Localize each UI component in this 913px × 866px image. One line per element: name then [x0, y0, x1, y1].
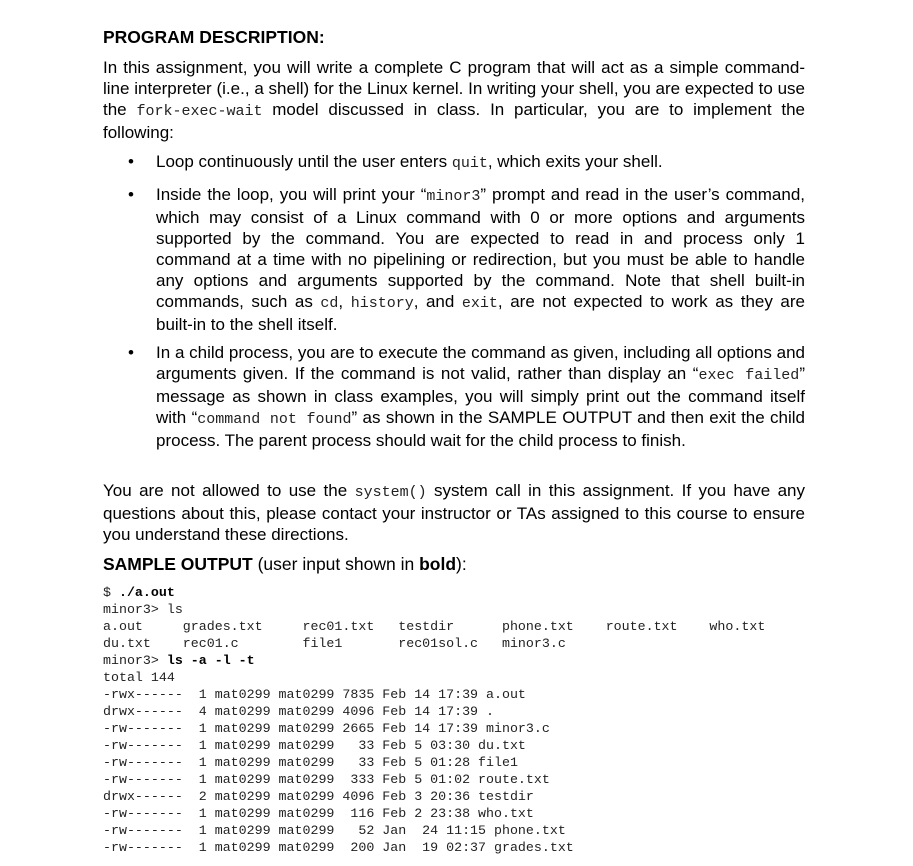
bullet-3-text-3: ” as shown in the SAMPLE OUTPUT and then exit the child process. The parent process should wait for the child process to finish. — [156, 408, 806, 450]
terminal-line: -rw------- 1 mat0299 mat0299 52 Jan 24 11:15 phone.txt — [103, 823, 566, 838]
terminal-line: -rw------- 1 mat0299 mat0299 333 Feb 5 01:02 route.txt — [103, 772, 550, 787]
bullet-dot-icon: • — [128, 152, 134, 171]
bullet-3-code-2: command not found — [197, 411, 352, 428]
intro-text-1: In this assignment, you will write a complete C program that will act as a simple command-line interpreter (i.e., a shell) for the Linux kernel. In writing your shell, you are expected to use the — [103, 58, 805, 119]
bullet-item-1 — [128, 151, 805, 174]
terminal-output — [103, 584, 765, 856]
closing-code-1: system() — [354, 484, 427, 501]
intro-text-2: model discussed in class. In particular, you are to implement the following: — [103, 100, 805, 142]
bullet-3-code-1: exec failed — [698, 367, 800, 384]
bullet-1-text-1: Loop continuously until the user enters — [156, 152, 452, 171]
terminal-user-input: ls — [166, 602, 183, 617]
terminal-prompt: $ — [103, 585, 119, 600]
bullet-2-code-3: history — [350, 295, 414, 312]
terminal-line: -rw------- 1 mat0299 mat0299 33 Feb 5 03:30 du.txt — [103, 738, 526, 753]
sample-title-mid: (user input shown in — [252, 554, 420, 574]
sample-title-bold-2: bold — [419, 554, 457, 574]
bullet-1-code-1: quit — [451, 155, 488, 172]
terminal-prompt: minor3> — [103, 602, 167, 617]
terminal-line: -rw------- 1 mat0299 mat0299 116 Feb 2 23:38 who.txt — [103, 806, 534, 821]
terminal-line: drwx------ 2 mat0299 mat0299 4096 Feb 3 20:36 testdir — [103, 789, 534, 804]
sample-title-bold: SAMPLE OUTPUT — [103, 554, 253, 574]
terminal-line: -rwx------ 1 mat0299 mat0299 7835 Feb 14 17:39 a.out — [103, 687, 526, 702]
bullet-2-code-4: exit — [461, 295, 498, 312]
bullet-2-text-4: , and — [413, 292, 462, 311]
bullet-item-3 — [128, 342, 805, 451]
bullet-3-text-1: In a child process, you are to execute the command as given, including all options and arguments given. If the command is not valid, rather than display an “ — [156, 343, 805, 383]
closing-text-1: You are not allowed to use the — [103, 481, 355, 500]
closing-text-2: system call in this assignment. If you have any questions about this, please contact your instructor or TAs assigned to this course to ensure you understand these directions. — [103, 481, 805, 544]
terminal-line: du.txt rec01.c file1 rec01sol.c minor3.c — [103, 636, 566, 651]
terminal-line: -rw------- 1 mat0299 mat0299 33 Feb 5 01:28 file1 — [103, 755, 518, 770]
terminal-prompt: minor3> — [103, 653, 167, 668]
intro-paragraph — [103, 57, 805, 143]
bullet-2-code-1: minor3 — [426, 188, 481, 205]
bullet-2-text-5: , are not expected to work as they are built-in to the shell itself. — [156, 292, 805, 334]
bullet-1-text-2: , which exits your shell. — [487, 152, 663, 171]
terminal-line: a.out grades.txt rec01.txt testdir phone.txt route.txt who.txt — [103, 619, 766, 634]
terminal-user-input: ls -a -l -t — [166, 653, 255, 668]
closing-paragraph — [103, 480, 805, 545]
terminal-line: drwx------ 4 mat0299 mat0299 4096 Feb 14 17:39 . — [103, 704, 494, 719]
bullet-2-text-3: , — [338, 292, 351, 311]
terminal-line: total 144 — [103, 670, 175, 685]
bullet-2-text-2: ” prompt and read in the user’s command, which may consist of a Linux command with 0 or more options and arguments supported by the command. You are expected to read in and process only 1 command at a time with no pipelining or redirection, but you must be able to handle any options and arguments supported by the command. Note that shell built-in commands, such as — [156, 185, 805, 311]
section-heading: PROGRAM DESCRIPTION: — [103, 27, 325, 47]
bullet-2-text-1: Inside the loop, you will print your “ — [156, 185, 427, 204]
terminal-user-input: ./a.out — [118, 585, 175, 600]
bullet-3-text-2: ” message as shown in class examples, you will simply print out the command itself with “ — [156, 364, 805, 427]
bullet-2-code-2: cd — [320, 295, 339, 312]
sample-title-end: ): — [456, 554, 467, 574]
terminal-line: -rw------- 1 mat0299 mat0299 2665 Feb 14 17:39 minor3.c — [103, 721, 550, 736]
terminal-line: -rw------- 1 mat0299 mat0299 200 Jan 19 02:37 grades.txt — [103, 840, 574, 855]
sample-output-title — [103, 554, 467, 575]
bullet-dot-icon: • — [128, 185, 134, 204]
bullet-item-2 — [128, 184, 805, 335]
intro-code-1: fork-exec-wait — [136, 103, 263, 120]
bullet-dot-icon: • — [128, 343, 134, 362]
